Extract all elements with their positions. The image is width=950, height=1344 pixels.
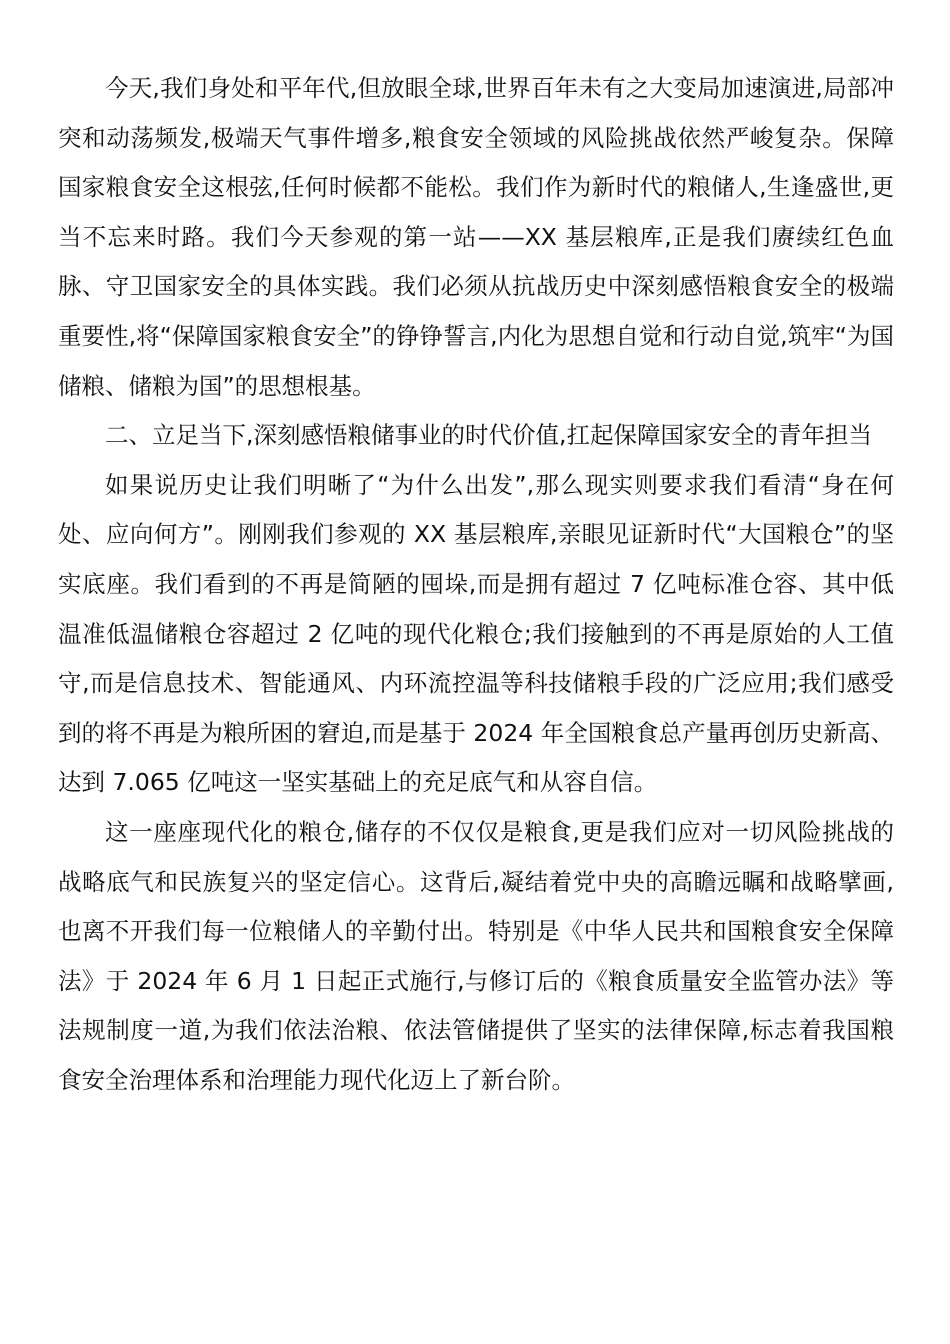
- section-heading-two: 二、立足当下,深刻感悟粮储事业的时代价值,扛起保障国家安全的青年担当: [105, 421, 872, 450]
- document-body: [58, 64, 894, 1105]
- paragraph-legal-guarantee: 这一座座现代化的粮仓,储存的不仅仅是粮食,更是我们应对一切风险挑战的战略底气和民族复兴的坚定信心。这背后,凝结着党中央的高瞻远瞩和战略擘画,也离不开我们每一位粮储人的辛勤付出。特别是《中华人民共和国粮食安全保障法》于 2024 年 6 月 1 日起正式施行,与修订后的《粮食质量安全监管办法》等法规制度一道,为我们依法治粮、依法管储提供了坚实的法律保障,标志着我国粮食安全治理体系和治理能力现代化迈上了新台阶。: [58, 817, 894, 1094]
- paragraph-grain-security-intro: 今天,我们身处和平年代,但放眼全球,世界百年未有之大变局加速演进,局部冲突和动荡频发,极端天气事件增多,粮食安全领域的风险挑战依然严峻复杂。保障国家粮食安全这根弦,任何时候都不能松。我们作为新时代的粮储人,生逢盛世,更当不忘来时路。我们今天参观的第一站——XX 基层粮库,正是我们赓续红色血脉、守卫国家安全的具体实践。我们必须从抗战历史中深刻感悟粮食安全的极端重要性,将“保障国家粮食安全”的铮铮誓言,内化为思想自觉和行动自觉,筑牢“为国储粮、储粮为国”的思想根基。: [58, 74, 894, 400]
- paragraph-modern-granary: 如果说历史让我们明晰了“为什么出发”,那么现实则要求我们看清“身在何处、应向何方”。刚刚我们参观的 XX 基层粮库,亲眼见证新时代“大国粮仓”的坚实底座。我们看到的不再是简陋的囤垛,而是拥有超过 7 亿吨标准仓容、其中低温准低温储粮仓容超过 2 亿吨的现代化粮仓;我们接触到的不再是原始的人工值守,而是信息技术、智能通风、内环流控温等科技储粮手段的广泛应用;我们感受到的将不再是为粮所困的窘迫,而是基于 2024 年全国粮食总产量再创历史新高、达到 7.065 亿吨这一坚实基础上的充足底气和从容自信。: [58, 470, 894, 797]
